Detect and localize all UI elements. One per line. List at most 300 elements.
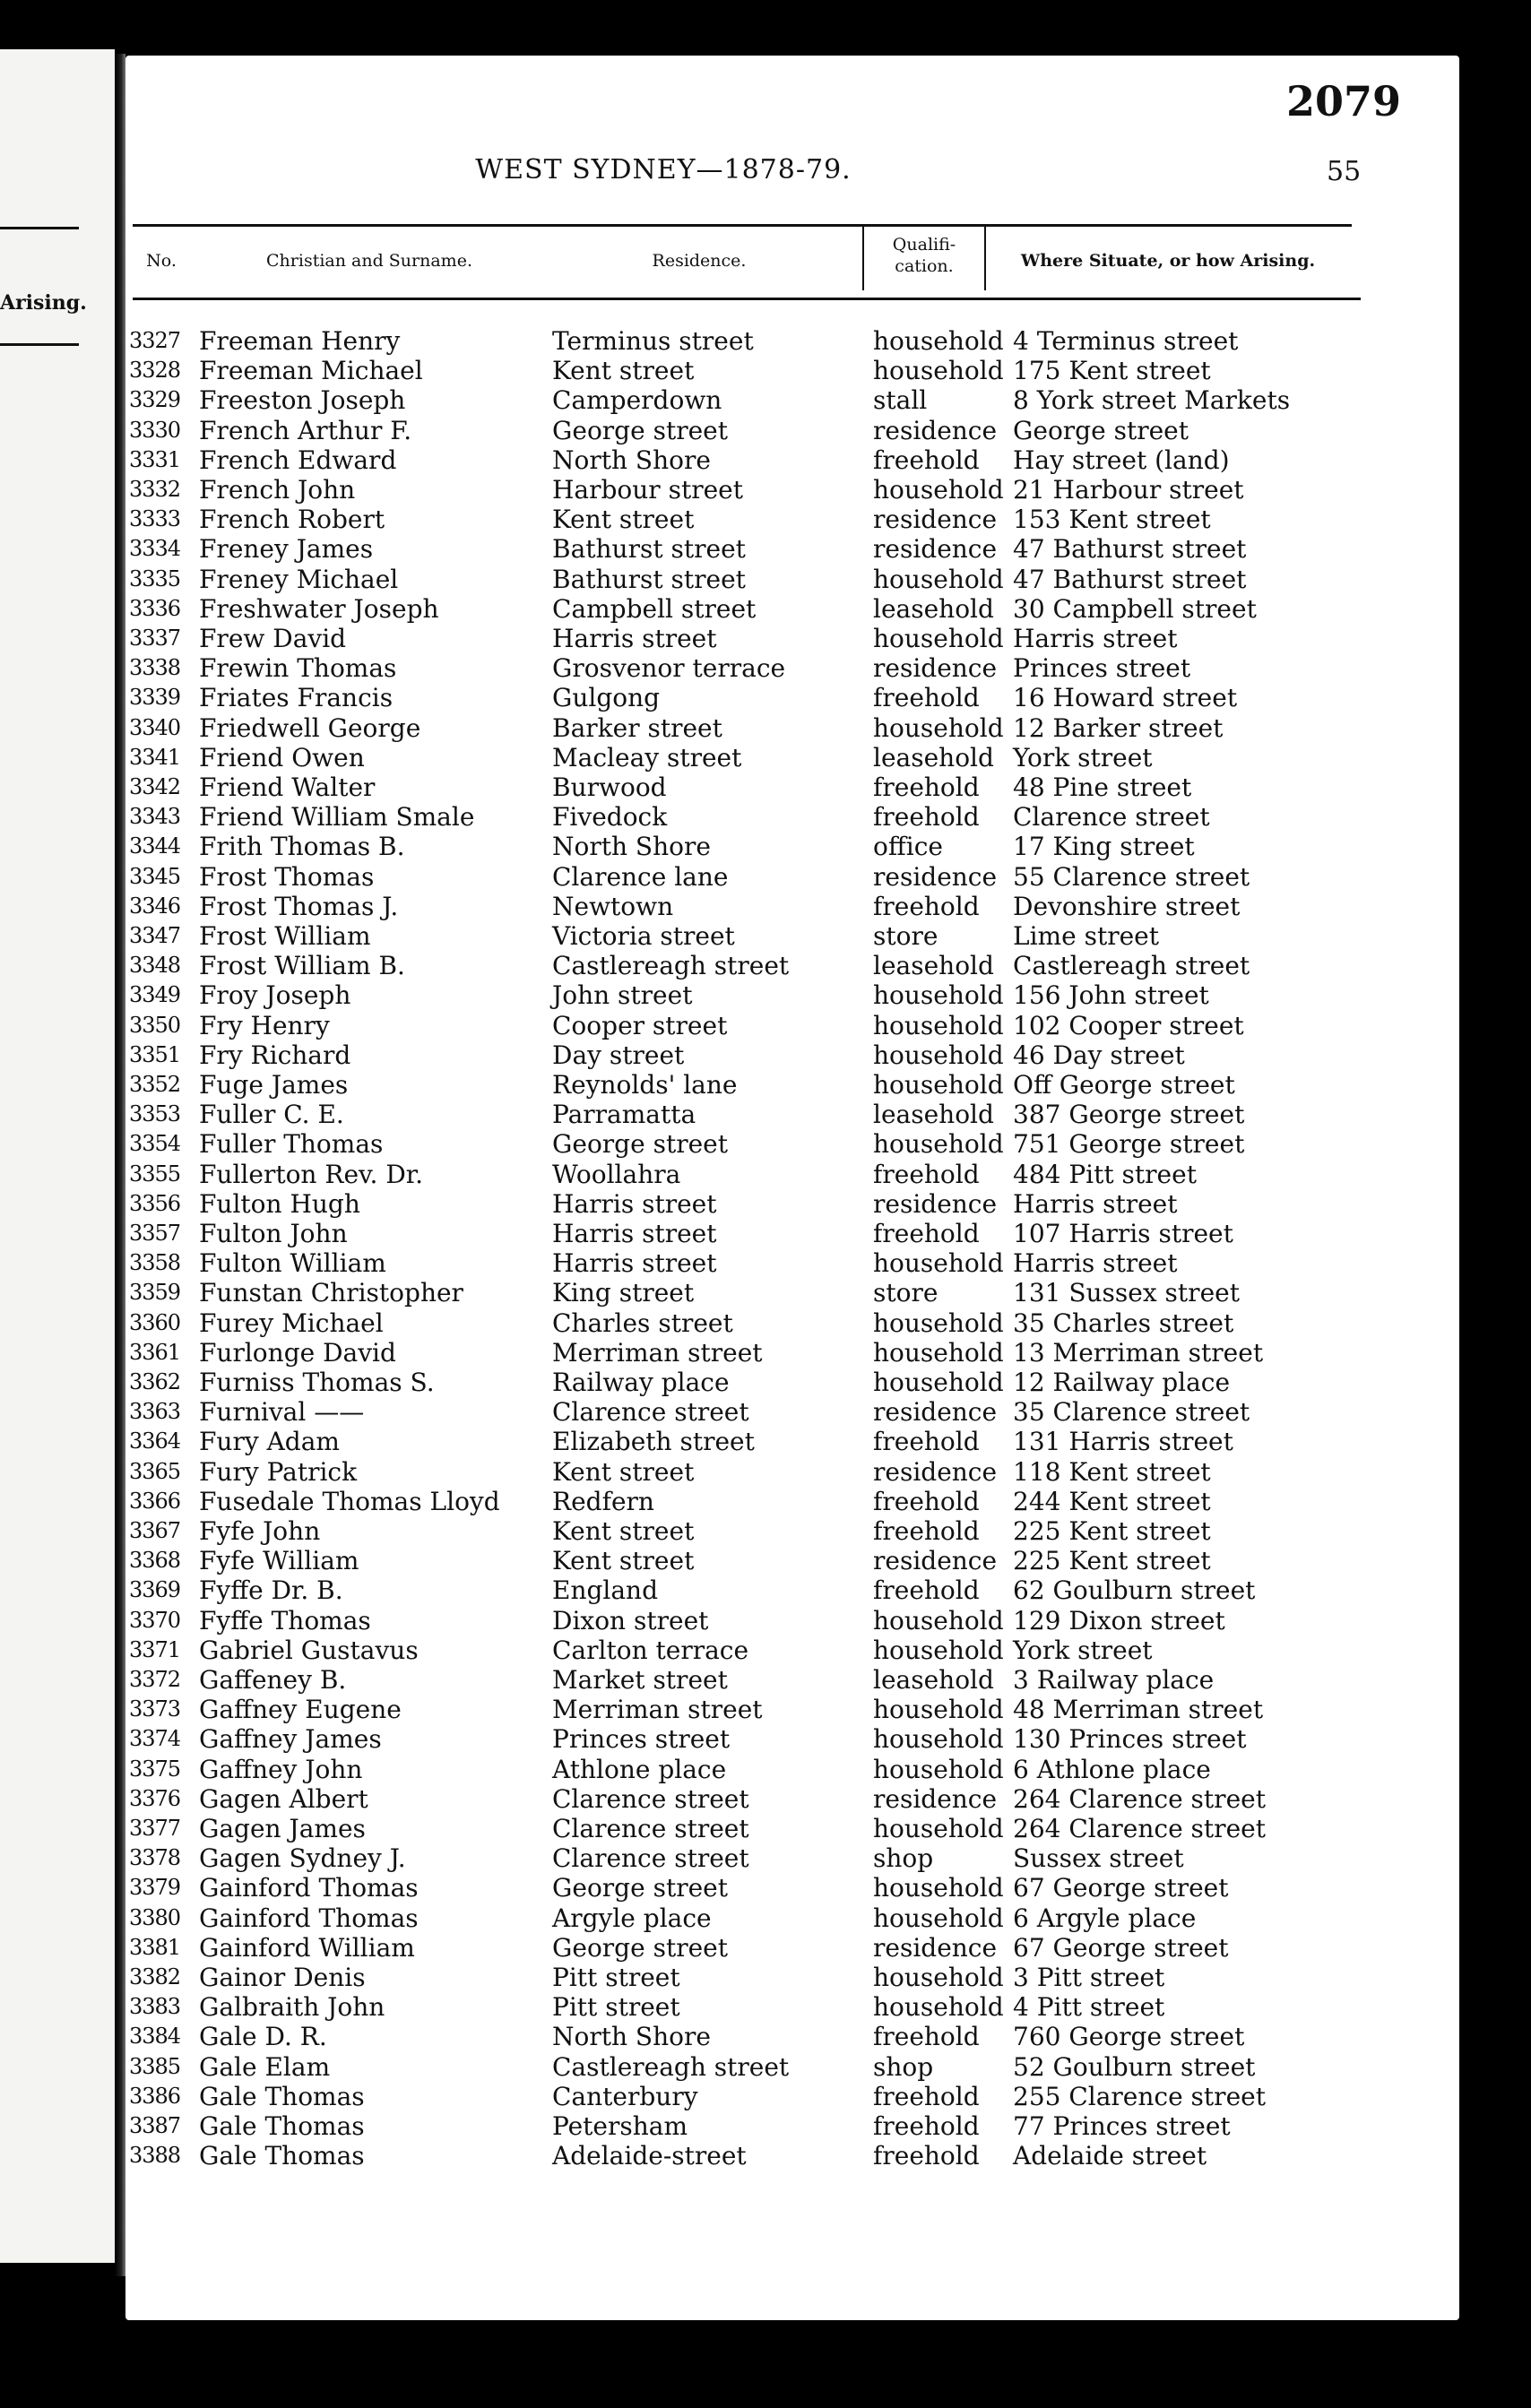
table-row	[125, 1248, 1452, 1278]
entry-qualification: household	[873, 1873, 1004, 1903]
entry-number: 3388	[129, 2143, 181, 2169]
entry-where-situate: 4 Terminus street	[1013, 326, 1239, 356]
page-number: 55	[1327, 156, 1362, 187]
entry-qualification: household	[873, 712, 1004, 743]
entry-qualification: residence	[873, 505, 998, 535]
entry-number: 3331	[129, 446, 181, 472]
table-row	[125, 1070, 1452, 1100]
entry-where-situate: 3 Railway place	[1013, 1665, 1215, 1695]
entry-qualification: residence	[873, 534, 998, 565]
folio-number: 2079	[1286, 77, 1402, 125]
entry-where-situate: 6 Athlone place	[1013, 1754, 1211, 1784]
entry-residence: Gulgong	[552, 683, 661, 713]
entry-name: Gagen James	[199, 1814, 366, 1843]
entry-name: Gaffeney B.	[199, 1665, 347, 1695]
entry-name: Frost Thomas	[199, 861, 375, 892]
entry-number: 3350	[129, 1012, 181, 1038]
entry-residence: Petersham	[552, 2111, 688, 2141]
entry-number: 3341	[129, 744, 181, 770]
table-row	[125, 1665, 1452, 1695]
entry-number: 3339	[129, 685, 181, 711]
entry-residence: Railway place	[552, 1368, 730, 1397]
entry-residence: Castlereagh street	[552, 951, 790, 981]
entry-number: 3387	[129, 2113, 181, 2138]
entry-residence: England	[552, 1575, 659, 1606]
table-row	[125, 1487, 1452, 1516]
entry-where-situate: Off George street	[1013, 1070, 1235, 1100]
entry-qualification: leasehold	[873, 742, 994, 772]
entry-where-situate: 8 York street Markets	[1013, 385, 1291, 416]
entry-number: 3353	[129, 1101, 181, 1127]
entry-number: 3342	[129, 774, 181, 799]
entry-residence: Clarence lane	[552, 861, 729, 892]
entry-where-situate: 3 Pitt street	[1013, 1963, 1165, 1992]
entry-qualification: leasehold	[873, 951, 994, 981]
entry-name: Fullerton Rev. Dr.	[199, 1159, 423, 1189]
entry-name: Freney Michael	[199, 564, 399, 594]
entry-number: 3359	[129, 1280, 181, 1306]
entry-residence: Clarence street	[552, 1814, 749, 1843]
entry-residence: Terminus street	[552, 326, 754, 356]
entry-name: Gale Thomas	[199, 2111, 365, 2141]
table-row	[125, 2022, 1452, 2051]
entry-qualification: freehold	[873, 2111, 980, 2141]
entry-residence: Princes street	[552, 1724, 731, 1755]
entry-residence: John street	[552, 980, 693, 1011]
entry-residence: Pitt street	[552, 1992, 680, 2023]
entry-where-situate: 175 Kent street	[1013, 356, 1211, 386]
entry-residence: Grosvenor terrace	[552, 653, 786, 684]
entry-name: Frost Thomas J.	[199, 891, 399, 921]
entry-qualification: shop	[873, 1843, 934, 1874]
entry-name: Fury Patrick	[199, 1456, 358, 1487]
entry-name: Fuller C. E.	[199, 1100, 344, 1130]
entry-residence: Canterbury	[552, 2081, 698, 2111]
entry-residence: North Shore	[552, 2022, 711, 2052]
entry-qualification: freehold	[873, 1219, 980, 1248]
column-header-qualification-line1: Qualifi-	[892, 235, 956, 255]
entry-qualification: household	[873, 1754, 1004, 1784]
entry-number: 3332	[129, 477, 181, 502]
left-page-column-header: Arising.	[0, 291, 87, 315]
entry-residence: Harris street	[552, 624, 717, 653]
table-row	[125, 1338, 1452, 1368]
entry-residence: Clarence street	[552, 1783, 749, 1814]
entry-qualification: freehold	[873, 2022, 980, 2052]
entry-where-situate: 17 King street	[1013, 832, 1195, 862]
entry-residence: North Shore	[552, 444, 711, 475]
table-row	[125, 1427, 1452, 1456]
entry-qualification: freehold	[873, 1575, 980, 1606]
entry-qualification: residence	[873, 1546, 998, 1576]
table-row	[125, 1219, 1452, 1248]
table-row	[125, 1963, 1452, 1992]
entry-name: Furniss Thomas S.	[199, 1368, 435, 1397]
entry-qualification: household	[873, 1724, 1004, 1755]
entry-number: 3327	[129, 328, 181, 353]
entry-name: Friates Francis	[199, 683, 394, 713]
entry-number: 3356	[129, 1190, 181, 1216]
entry-where-situate: 62 Goulburn street	[1013, 1575, 1256, 1606]
entry-residence: Adelaide-street	[552, 2141, 747, 2171]
table-row	[125, 356, 1452, 385]
entry-where-situate: Hay street (land)	[1013, 444, 1230, 475]
entry-qualification: leasehold	[873, 1665, 994, 1695]
entry-number: 3347	[129, 923, 181, 948]
entry-residence: Kent street	[552, 356, 695, 386]
entry-residence: George street	[552, 415, 728, 445]
entry-qualification: freehold	[873, 2141, 980, 2171]
entry-residence: Clarence street	[552, 1843, 749, 1874]
entry-number: 3363	[129, 1399, 181, 1425]
entry-number: 3344	[129, 833, 181, 859]
table-row	[125, 1160, 1452, 1189]
entry-where-situate: 255 Clarence street	[1013, 2081, 1266, 2111]
entry-name: Gale Thomas	[199, 2141, 365, 2171]
entry-where-situate: George street	[1013, 415, 1189, 445]
entry-qualification: household	[873, 326, 1004, 356]
left-page-rule-bottom	[0, 343, 79, 346]
table-row	[125, 1397, 1452, 1427]
entry-qualification: leasehold	[873, 1100, 994, 1130]
entry-residence: Carlton terrace	[552, 1635, 749, 1665]
entry-where-situate: York street	[1013, 1635, 1153, 1665]
entry-residence: Market street	[552, 1665, 728, 1695]
entry-qualification: household	[873, 1337, 1004, 1368]
entry-residence: Harris street	[552, 1248, 717, 1279]
entry-residence: Merriman street	[552, 1337, 763, 1368]
entry-name: Fulton William	[199, 1248, 386, 1279]
entry-residence: Harris street	[552, 1219, 717, 1248]
table-row	[125, 1903, 1452, 1933]
entry-number: 3335	[129, 565, 181, 591]
entry-residence: Parramatta	[552, 1100, 696, 1130]
entry-residence: Reynolds' lane	[552, 1070, 738, 1100]
entry-residence: Pitt street	[552, 1963, 680, 1992]
table-row	[125, 594, 1452, 624]
entry-where-situate: 35 Clarence street	[1013, 1397, 1250, 1428]
entry-where-situate: 47 Bathurst street	[1013, 534, 1247, 565]
table-row	[125, 1575, 1452, 1605]
entry-residence: Day street	[552, 1040, 685, 1070]
entry-number: 3376	[129, 1785, 181, 1811]
entry-qualification: household	[873, 1040, 1004, 1070]
entry-where-situate: 16 Howard street	[1013, 683, 1238, 713]
entry-where-situate: Clarence street	[1013, 802, 1210, 833]
entry-residence: Campbell street	[552, 593, 757, 624]
entry-where-situate: 6 Argyle place	[1013, 1903, 1197, 1933]
entry-qualification: shop	[873, 2051, 934, 2082]
entry-qualification: freehold	[873, 891, 980, 921]
table-row	[125, 1784, 1452, 1814]
entry-where-situate: 21 Harbour street	[1013, 475, 1244, 505]
entry-number: 3366	[129, 1488, 181, 1514]
table-row	[125, 2141, 1452, 2171]
entry-name: Friend Owen	[199, 742, 365, 772]
entry-residence: Kent street	[552, 505, 695, 535]
entry-qualification: household	[873, 624, 1004, 653]
entry-qualification: freehold	[873, 1486, 980, 1516]
entry-where-situate: 67 George street	[1013, 1932, 1229, 1963]
entry-where-situate: 760 George street	[1013, 2022, 1245, 2052]
entry-residence: North Shore	[552, 832, 711, 862]
entry-qualification: freehold	[873, 1516, 980, 1546]
entry-residence: Argyle place	[552, 1903, 712, 1933]
entry-number: 3386	[129, 2083, 181, 2109]
entry-where-situate: 225 Kent street	[1013, 1546, 1211, 1576]
entry-number: 3352	[129, 1072, 181, 1097]
entry-qualification: residence	[873, 1783, 998, 1814]
entry-name: Gaffney Eugene	[199, 1695, 402, 1725]
entry-where-situate: 751 George street	[1013, 1129, 1245, 1160]
header-rule-top	[133, 224, 1352, 227]
table-row	[125, 772, 1452, 802]
entry-qualification: household	[873, 1903, 1004, 1933]
column-header-residence: Residence.	[652, 251, 747, 271]
entry-where-situate: 225 Kent street	[1013, 1516, 1211, 1546]
table-row	[125, 1040, 1452, 1070]
entry-name: French John	[199, 475, 356, 505]
entry-qualification: residence	[873, 1188, 998, 1219]
table-row	[125, 1814, 1452, 1843]
entry-qualification: residence	[873, 1456, 998, 1487]
entry-where-situate: 12 Barker street	[1013, 712, 1224, 743]
entry-number: 3361	[129, 1339, 181, 1365]
entry-qualification: household	[873, 1605, 1004, 1636]
entry-where-situate: 47 Bathurst street	[1013, 564, 1247, 594]
entry-name: Fyfe John	[199, 1516, 321, 1546]
entry-number: 3372	[129, 1667, 181, 1692]
entry-number: 3354	[129, 1131, 181, 1157]
entry-name: Gainford William	[199, 1932, 415, 1963]
entry-residence: Bathurst street	[552, 564, 746, 594]
entry-name: Gainor Denis	[199, 1963, 366, 1992]
entry-where-situate: 46 Day street	[1013, 1040, 1185, 1070]
table-row	[125, 2082, 1452, 2111]
entry-name: Gainford Thomas	[199, 1903, 419, 1933]
entry-where-situate: 67 George street	[1013, 1873, 1229, 1903]
entry-name: Frost William B.	[199, 951, 405, 981]
table-row	[125, 951, 1452, 980]
entry-name: Furnival ——	[199, 1397, 365, 1428]
entry-where-situate: 130 Princes street	[1013, 1724, 1247, 1755]
table-row	[125, 1843, 1452, 1873]
entry-qualification: household	[873, 1963, 1004, 1992]
table-row	[125, 416, 1452, 445]
entry-name: French Arthur F.	[199, 415, 412, 445]
book-gutter	[115, 54, 125, 2276]
entry-number: 3336	[129, 595, 181, 621]
entry-residence: Camperdown	[552, 385, 722, 416]
entry-residence: Merriman street	[552, 1695, 763, 1725]
table-row	[125, 743, 1452, 772]
table-row	[125, 1546, 1452, 1575]
table-row	[125, 505, 1452, 534]
entry-qualification: household	[873, 1070, 1004, 1100]
table-row	[125, 713, 1452, 743]
header-rule-bottom	[133, 298, 1361, 300]
entry-qualification: freehold	[873, 772, 980, 802]
entry-number: 3368	[129, 1548, 181, 1574]
table-row	[125, 475, 1452, 505]
entry-where-situate: 30 Campbell street	[1013, 593, 1257, 624]
entry-qualification: store	[873, 921, 938, 951]
entry-number: 3340	[129, 714, 181, 740]
table-row	[125, 624, 1452, 653]
entry-number: 3351	[129, 1041, 181, 1067]
entry-name: Fulton John	[199, 1219, 348, 1248]
entry-qualification: freehold	[873, 1159, 980, 1189]
entry-residence: Barker street	[552, 712, 722, 743]
entry-number: 3330	[129, 417, 181, 443]
entry-residence: Harbour street	[552, 475, 743, 505]
table-row	[125, 832, 1452, 861]
table-row	[125, 1100, 1452, 1129]
table-row	[125, 445, 1452, 475]
entry-where-situate: 4 Pitt street	[1013, 1992, 1165, 2023]
entry-residence: Macleay street	[552, 742, 742, 772]
entry-number: 3338	[129, 655, 181, 681]
entry-number: 3362	[129, 1369, 181, 1394]
entry-residence: Clarence street	[552, 1397, 749, 1428]
entry-number: 3346	[129, 893, 181, 919]
entry-name: Fuge James	[199, 1070, 349, 1100]
entry-where-situate: Devonshire street	[1013, 891, 1241, 921]
entry-qualification: residence	[873, 1397, 998, 1428]
entry-where-situate: 12 Railway place	[1013, 1368, 1231, 1397]
entry-where-situate: 52 Goulburn street	[1013, 2051, 1256, 2082]
table-row	[125, 534, 1452, 564]
table-row	[125, 1755, 1452, 1784]
entry-number: 3379	[129, 1875, 181, 1901]
column-divider-1	[862, 226, 864, 290]
column-header-no: No.	[146, 251, 177, 271]
table-row	[125, 2052, 1452, 2082]
entry-residence: Victoria street	[552, 921, 735, 951]
entry-name: Friend William Smale	[199, 802, 475, 833]
entry-name: Froy Joseph	[199, 980, 351, 1011]
column-divider-2	[984, 226, 986, 290]
entry-name: Frost William	[199, 921, 371, 951]
entry-qualification: leasehold	[873, 593, 994, 624]
entry-name: Freeston Joseph	[199, 385, 406, 416]
entry-qualification: freehold	[873, 802, 980, 833]
entry-qualification: household	[873, 1695, 1004, 1725]
entry-name: Fyffe Dr. B.	[199, 1575, 343, 1606]
entry-where-situate: 48 Pine street	[1013, 772, 1192, 802]
entry-where-situate: 13 Merriman street	[1013, 1337, 1264, 1368]
table-row	[125, 1873, 1452, 1903]
entry-residence: George street	[552, 1932, 728, 1963]
entry-number: 3328	[129, 358, 181, 384]
entry-residence: King street	[552, 1278, 695, 1308]
entry-qualification: household	[873, 1010, 1004, 1040]
table-row	[125, 1308, 1452, 1338]
entry-name: Frewin Thomas	[199, 653, 397, 684]
entry-number: 3333	[129, 506, 181, 532]
entry-number: 3358	[129, 1250, 181, 1276]
entry-qualification: residence	[873, 1932, 998, 1963]
entry-qualification: store	[873, 1278, 938, 1308]
entry-name: Freeman Henry	[199, 326, 401, 356]
entry-number: 3364	[129, 1428, 181, 1454]
entry-name: Fry Henry	[199, 1010, 330, 1040]
entry-qualification: residence	[873, 415, 998, 445]
entry-qualification: freehold	[873, 1427, 980, 1457]
entry-name: Gale Elam	[199, 2051, 331, 2082]
entry-residence: Newtown	[552, 891, 674, 921]
entry-name: Furlonge David	[199, 1337, 396, 1368]
entry-qualification: household	[873, 1308, 1004, 1338]
entry-name: Funstan Christopher	[199, 1278, 463, 1308]
table-row	[125, 385, 1452, 415]
entry-number: 3384	[129, 2024, 181, 2050]
entry-qualification: freehold	[873, 2081, 980, 2111]
entry-where-situate: 264 Clarence street	[1013, 1783, 1266, 1814]
entry-name: Friend Walter	[199, 772, 376, 802]
entry-name: Friedwell George	[199, 712, 421, 743]
entry-number: 3375	[129, 1756, 181, 1782]
entry-number: 3369	[129, 1577, 181, 1603]
table-row	[125, 802, 1452, 832]
entry-where-situate: 55 Clarence street	[1013, 861, 1250, 892]
entry-number: 3348	[129, 953, 181, 979]
entry-residence: Athlone place	[552, 1754, 727, 1784]
entry-name: Gale Thomas	[199, 2081, 365, 2111]
register-page	[125, 56, 1459, 2320]
entry-qualification: household	[873, 1814, 1004, 1843]
entry-number: 3373	[129, 1696, 181, 1722]
entry-where-situate: 131 Sussex street	[1013, 1278, 1240, 1308]
entry-name: Freney James	[199, 534, 374, 565]
entry-name: French Edward	[199, 444, 397, 475]
entry-name: Frew David	[199, 624, 347, 653]
table-row	[125, 862, 1452, 892]
entry-number: 3337	[129, 626, 181, 651]
entry-where-situate: Princes street	[1013, 653, 1191, 684]
entry-where-situate: 77 Princes street	[1013, 2111, 1231, 2141]
entry-where-situate: 107 Harris street	[1013, 1219, 1233, 1248]
entry-where-situate: 244 Kent street	[1013, 1486, 1211, 1516]
entry-where-situate: 129 Dixon street	[1013, 1605, 1225, 1636]
table-row	[125, 653, 1452, 683]
entry-number: 3378	[129, 1845, 181, 1871]
entry-name: Fyfe William	[199, 1546, 359, 1576]
entry-qualification: freehold	[873, 683, 980, 713]
table-row	[125, 1636, 1452, 1665]
entry-where-situate: 156 John street	[1013, 980, 1209, 1011]
entry-qualification: stall	[873, 385, 928, 416]
entry-residence: Redfern	[552, 1486, 654, 1516]
column-header-qualification-line2: cation.	[895, 256, 954, 276]
entry-number: 3385	[129, 2053, 181, 2079]
entry-number: 3365	[129, 1458, 181, 1484]
left-page-edge	[0, 49, 115, 2263]
entry-number: 3377	[129, 1816, 181, 1841]
table-row	[125, 326, 1452, 356]
entry-number: 3357	[129, 1221, 181, 1246]
table-row	[125, 1695, 1452, 1724]
entry-qualification: household	[873, 1992, 1004, 2023]
entry-residence: Cooper street	[552, 1010, 728, 1040]
entry-qualification: household	[873, 356, 1004, 386]
entry-name: Fury Adam	[199, 1427, 340, 1457]
entry-name: French Robert	[199, 505, 385, 535]
column-header-where: Where Situate, or how Arising.	[1020, 251, 1316, 271]
entry-residence: Castlereagh street	[552, 2051, 790, 2082]
table-row	[125, 1933, 1452, 1963]
entry-name: Fusedale Thomas Lloyd	[199, 1486, 500, 1516]
